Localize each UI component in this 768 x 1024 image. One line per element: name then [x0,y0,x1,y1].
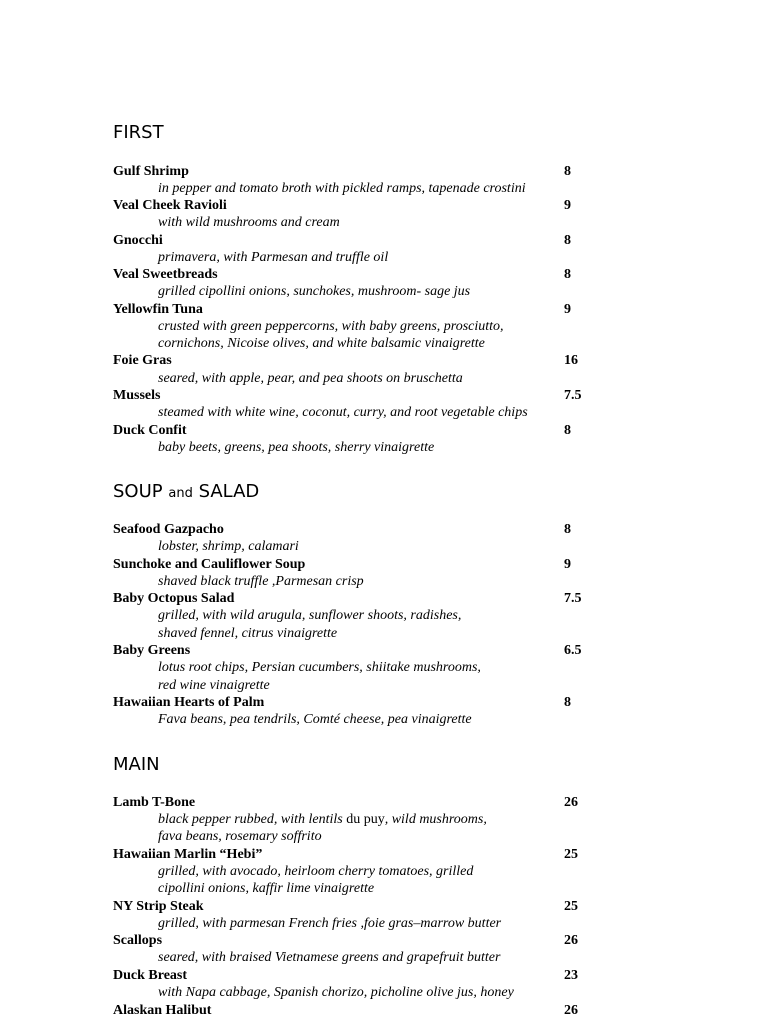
item-description: fava beans, rosemary soffrito [158,829,322,844]
menu-item-alaskan-halibut [113,1002,613,1019]
item-name: Yellowfin Tuna [113,302,203,317]
item-description: grilled, with avocado, heirloom cherry tomatoes, grilled [158,864,474,879]
item-name: Duck Confit [113,423,187,438]
item-description: red wine vinaigrette [158,678,270,693]
menu-item-seafood-gazpacho [113,521,613,538]
item-description: seared, with braised Vietnamese greens and grapefruit butter [158,950,501,965]
item-description: seared, with apple, pear, and pea shoots on bruschetta [158,371,463,386]
menu-item-baby-greens [113,642,613,659]
item-description: with wild mushrooms and cream [158,215,340,230]
item-price: 7.5 [564,388,582,403]
item-description: lotus root chips, Persian cucumbers, shiitake mushrooms, [158,660,481,675]
section-title-main: MAIN [113,754,160,775]
menu-item-sunchoke-cauliflower-soup [113,556,613,573]
item-price: 25 [564,847,578,862]
title-and: and [168,486,193,501]
item-description: lobster, shrimp, calamari [158,539,299,554]
item-name: Sunchoke and Cauliflower Soup [113,557,306,572]
item-name: Baby Greens [113,643,191,658]
item-description: shaved black truffle ,Parmesan crisp [158,574,364,589]
menu-item-yellowfin-tuna [113,301,613,318]
menu-item-veal-cheek-ravioli [113,197,613,214]
item-price: 25 [564,899,578,914]
item-price: 8 [564,423,571,438]
menu-item-gulf-shrimp [113,163,613,180]
item-name: Lamb T-Bone [113,795,196,810]
item-price: 6.5 [564,643,582,658]
item-price: 23 [564,968,578,983]
item-description: baby beets, greens, pea shoots, sherry vinaigrette [158,440,435,455]
item-description: in pepper and tomato broth with pickled ramps, tapenade crostini [158,181,526,196]
item-name: Mussels [113,388,161,403]
item-price: 26 [564,1003,578,1018]
item-description: cornichons, Nicoise olives, and white balsamic vinaigrette [158,336,485,351]
item-description: Fava beans, pea tendrils, Comté cheese, pea vinaigrette [158,712,472,727]
menu-item-hawaiian-hearts-of-palm [113,694,613,711]
item-name: Gulf Shrimp [113,164,189,179]
item-price: 26 [564,933,578,948]
item-price: 9 [564,557,571,572]
item-name: Veal Cheek Ravioli [113,198,227,213]
item-price: 8 [564,267,571,282]
menu-item-lamb-t-bone [113,794,613,811]
desc-part: , wild mushrooms, [384,812,487,827]
item-price: 8 [564,522,571,537]
item-description: steamed with white wine, coconut, curry, and root vegetable chips [158,405,528,420]
menu-item-gnocchi [113,232,613,249]
menu-item-baby-octopus-salad [113,590,613,607]
item-name: Hawaiian Marlin “Hebi” [113,847,263,862]
item-description: cipollini onions, kaffir lime vinaigrette [158,881,375,896]
item-description: primavera, with Parmesan and truffle oil [158,250,389,265]
item-price: 16 [564,353,578,368]
item-name: Seafood Gazpacho [113,522,224,537]
menu-item-hawaiian-marlin [113,846,613,863]
menu-item-duck-confit [113,422,613,439]
menu-item-scallops [113,932,613,949]
item-name: Gnocchi [113,233,163,248]
item-price: 26 [564,795,578,810]
menu-item-foie-gras [113,352,613,369]
item-price: 7.5 [564,591,582,606]
title-soup: SOUP [113,481,163,502]
menu-item-mussels [113,387,613,404]
section-title-first: FIRST [113,122,164,143]
menu-item-ny-strip-steak [113,898,613,915]
desc-part: black pepper rubbed, with lentils [158,812,347,827]
item-name: Scallops [113,933,163,948]
item-name: NY Strip Steak [113,899,204,914]
item-price: 8 [564,233,571,248]
item-price: 9 [564,302,571,317]
section-title-soup-salad [113,482,259,504]
desc-part-roman: du puy [346,812,385,827]
item-description: crusted with green peppercorns, with baby greens, prosciutto, [158,319,504,334]
item-description [158,811,487,828]
item-name: Duck Breast [113,968,188,983]
item-price: 8 [564,164,571,179]
item-description: grilled cipollini onions, sunchokes, mushroom- sage jus [158,284,471,299]
title-salad: SALAD [198,481,260,502]
menu-item-duck-breast [113,967,613,984]
item-price: 8 [564,695,571,710]
item-name: Veal Sweetbreads [113,267,218,282]
item-name: Foie Gras [113,353,172,368]
item-name: Alaskan Halibut [113,1003,212,1018]
item-description: with Napa cabbage, Spanish chorizo, picholine olive jus, honey [158,985,514,1000]
item-description: grilled, with parmesan French fries ,foie gras–marrow butter [158,916,502,931]
item-description: shaved fennel, citrus vinaigrette [158,626,338,641]
item-price: 9 [564,198,571,213]
item-name: Baby Octopus Salad [113,591,235,606]
item-name: Hawaiian Hearts of Palm [113,695,265,710]
menu-item-veal-sweetbreads [113,266,613,283]
item-description: grilled, with wild arugula, sunflower shoots, radishes, [158,608,462,623]
